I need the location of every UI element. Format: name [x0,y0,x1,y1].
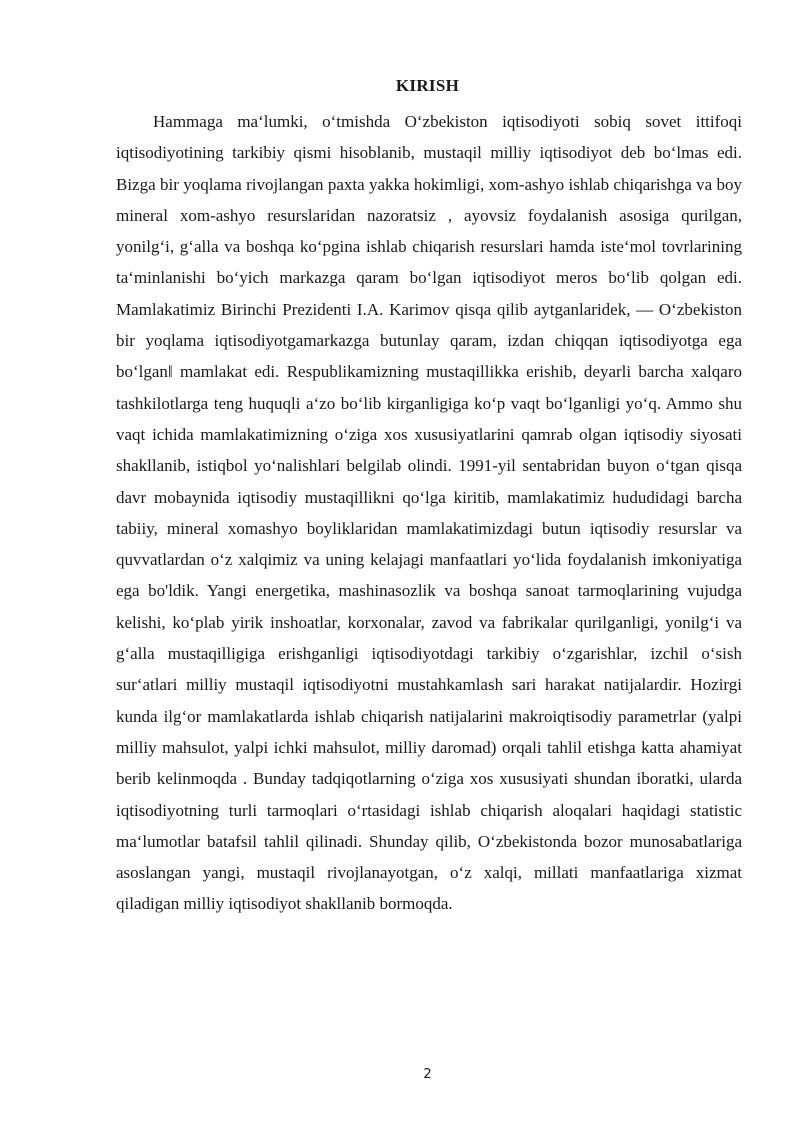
page-number: 2 [423,1067,432,1082]
body-paragraph: Hammaga maʻlumki, oʻtmishda Oʻzbekiston iqtisodiyoti sobiq sovet ittifoqi iqtisodiyotining tarkibiy qismi hisoblanib, mustaqil milliy iqtisodiyot deb boʻlmas edi. Bizga bir yoqlama rivojlangan paxta yakka hokimligi, xom-ashyo ishlab chiqarishga va boy mineral xom-ashyo resurslaridan nazoratsiz , ayovsiz foydalanish asosiga qurilgan, yonilgʻi, gʻalla va boshqa koʻpgina ishlab chiqarish resurslari hamda isteʻmol tovrlarining taʻminlanishi boʻyich markazga qaram boʻlgan iqtisodiyot meros boʻlib qolgan edi. Mamlakatimiz Birinchi Prezidenti I.A. Karimov qisqa qilib aytganlaridek, ― Oʻzbekiston bir yoqlama iqtisodiyotgamarkazga butunlay qaram, izdan chiqqan iqtisodiyotga ega boʻlgan‖ mamlakat edi. Respublikamizning mustaqillikka erishib, deyarli barcha xalqaro tashkilotlarga teng huquqli aʻzo boʻlib kirganligiga koʻp vaqt boʻlganligi yoʻq. Ammo shu vaqt ichida mamlakatimizning oʻziga xos xususiyatlarini qamrab olgan iqtisodiy siyosati shakllanib, istiqbol yoʻnalishlari belgilab olindi. 1991-yil sentabridan buyon oʻtgan qisqa davr mobaynida iqtisodiy mustaqillikni qoʻlga kiritib, mamlakatimiz hududidagi barcha tabiiy, mineral xomashyo boyliklaridan mamlakatimizdagi butun iqtisodiy resurslar va quvvatlardan oʻz xalqimiz va uning kelajagi manfaatlari yoʻlida foydalanish imkoniyatiga ega bo'ldik. Yangi energetika, mashinasozlik va boshqa sanoat tarmoqlarining vujudga kelishi, koʻplab yirik inshoatlar, korxonalar, zavod va fabrikalar qurilganligi, yonilgʻi va gʻalla mustaqilligiga erishganligi iqtisodiyotdagi tarkibiy oʻzgarishlar, izchil oʻsish surʻatlari milliy mustaqil iqtisodiyotni mustahkamlash sari harakat natijalardir. Hozirgi kunda ilgʻor mamlakatlarda ishlab chiqarish natijalarini makroiqtisodiy parametrlar (yalpi milliy mahsulot, yalpi ichki mahsulot, milliy daromad) orqali tahlil etishga katta ahamiyat berib kelinmoqda . Bunday tadqiqotlarning oʻziga xos xususiyati shundan iboratki, ularda iqtisodiyotning turli tarmoqlari oʻrtasidagi ishlab chiqarish aloqalari haqidagi statistic maʻlumotlar batafsil tahlil qilinadi. Shunday qilib, Oʻzbekistonda bozor munosabatlariga asoslangan yangi, mustaqil rivojlanayotgan, oʻz xalqi, millati manfaatlariga xizmat qiladigan milliy iqtisodiyot shakllanib bormoqda. [116,112,742,914]
page-title: KIRISH [395,76,460,95]
